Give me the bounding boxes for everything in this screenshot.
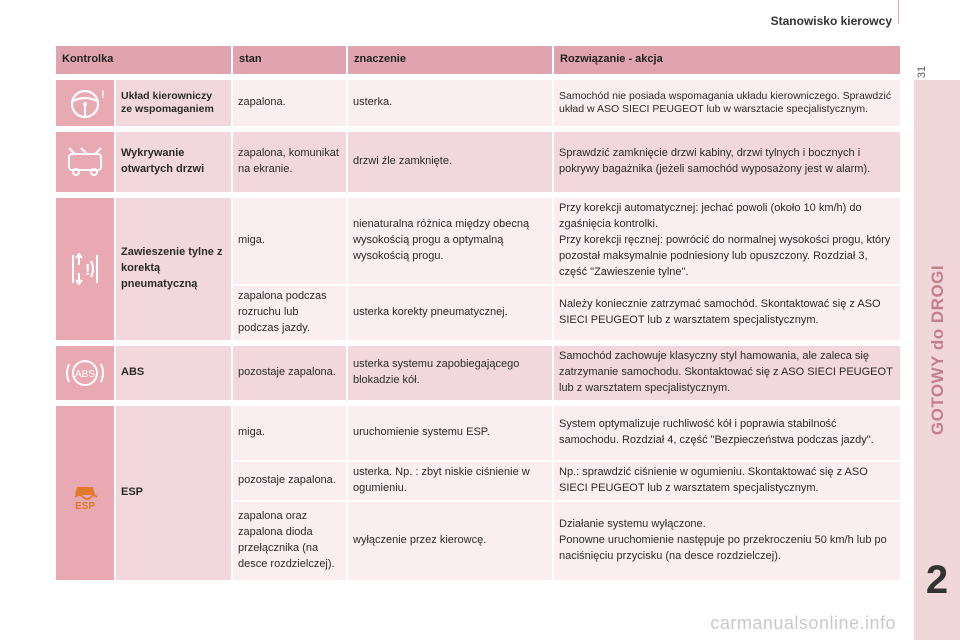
- action-esp-3: [554, 500, 902, 580]
- system-name-esp: ESP: [116, 406, 233, 580]
- door-open-icon: [56, 132, 116, 192]
- action-suspension-1: [554, 198, 902, 284]
- meaning-suspension-2: usterka korekty pneumatycznej.: [348, 284, 554, 340]
- state-steering: zapalona.: [233, 80, 348, 126]
- header-stan: stan: [233, 46, 348, 74]
- meaning-esp-3: wyłączenie przez kierowcę.: [348, 500, 554, 580]
- svg-text:!: !: [101, 89, 105, 101]
- svg-text:ABS: ABS: [74, 368, 96, 380]
- action-esp-3-restart: Ponowne uruchomienie następuje po przekroczeniu 50 km/h lub po naciśnięciu przycisku (na desce rozdzielczej).: [559, 533, 887, 562]
- svg-text:ESP: ESP: [74, 500, 96, 512]
- action-steering: Samochód nie posiada wspomagania układu kierowniczego. Sprawdzić układ w ASO SIECI PEUGEOT lub w warsztacie specjalistycznym.: [554, 80, 902, 126]
- action-doors: Sprawdzić zamknięcie drzwi kabiny, drzwi tylnych i bocznych i pokrywy bagażnika (jeżeli samochód wyposażony jest w alarm).: [554, 132, 902, 192]
- meaning-abs: usterka systemu zapobiegającego blokadzie kół.: [348, 346, 554, 400]
- header-kontrolka: Kontrolka: [56, 46, 233, 74]
- action-suspension-1-manual: Przy korekcji ręcznej: powrócić do normalnej wysokości progu, który pozostał maksymalnie podniesiony lub opuszczony. Rozdział 3, część "Zawieszenie tylne".: [559, 234, 891, 278]
- table-row-steering: [56, 80, 902, 126]
- state-suspension-2: zapalona podczas rozruchu lub podczas jazdy.: [233, 284, 348, 340]
- warning-lights-table: [56, 46, 902, 580]
- system-name-steering: Układ kierowniczy ze wspomaganiem: [116, 80, 233, 126]
- header-rule: [898, 0, 899, 24]
- action-suspension-2: Należy koniecznie zatrzymać samochód. Skontaktować się z ASO SIECI PEUGEOT lub z warsztatem specjalistycznym.: [554, 284, 902, 340]
- table-row-esp-1: [56, 406, 902, 460]
- action-abs: Samochód zachowuje klasyczny styl hamowania, ale zaleca się zatrzymanie samochodu. Skontaktować się z ASO SIECI PEUGEOT lub z warsztatem specjalistycznym.: [554, 346, 902, 400]
- table-row-doors: [56, 132, 902, 192]
- table-header-row: [56, 46, 902, 74]
- chapter-side-label: GOTOWY do DROGI: [928, 264, 947, 436]
- state-esp-2: pozostaje zapalona.: [233, 460, 348, 500]
- watermark: carmanualsonline.info: [710, 613, 896, 633]
- abs-warning-icon: [56, 346, 116, 400]
- action-suspension-1-auto: Przy korekcji automatycznej: jechać powoli (około 10 km/h) do zgaśnięcia kontrolki.: [559, 202, 862, 231]
- state-suspension-1: miga.: [233, 198, 348, 284]
- meaning-esp-2: usterka. Np. : zbyt niskie ciśnienie w ogumieniu.: [348, 460, 554, 500]
- meaning-doors: drzwi źle zamknięte.: [348, 132, 554, 192]
- svg-text:!: !: [85, 261, 91, 279]
- meaning-steering: usterka.: [348, 80, 554, 126]
- system-name-abs: ABS: [116, 346, 233, 400]
- action-esp-3-disabled: Działanie systemu wyłączone.: [559, 517, 706, 530]
- action-esp-2: Np.: sprawdzić ciśnienie w ogumieniu. Skontaktować się z ASO SIECI PEUGEOT lub z warsztatem specjalistycznym.: [554, 460, 902, 500]
- state-abs: pozostaje zapalona.: [233, 346, 348, 400]
- action-esp-1: System optymalizuje ruchliwość kół i poprawia stabilność samochodu. Rozdział 4, część "Bezpieczeństwa podczas jazdy".: [554, 406, 902, 460]
- chapter-number: 2: [925, 558, 949, 602]
- steering-warning-icon: [56, 80, 116, 126]
- page-header-title: Stanowisko kierowcy: [770, 14, 892, 28]
- state-doors: zapalona, komunikat na ekranie.: [233, 132, 348, 192]
- system-name-suspension: Zawieszenie tylne z korektą pneumatyczną: [116, 198, 233, 340]
- meaning-esp-1: uruchomienie systemu ESP.: [348, 406, 554, 460]
- suspension-warning-icon: [56, 198, 116, 340]
- header-rozwiazanie: Rozwiązanie - akcja: [554, 46, 902, 74]
- page-number: 31: [916, 65, 929, 79]
- header-znaczenie: znaczenie: [348, 46, 554, 74]
- system-name-doors: Wykrywanie otwartych drzwi: [116, 132, 233, 192]
- state-esp-3: zapalona oraz zapalona dioda przełącznika (na desce rozdzielczej).: [233, 500, 348, 580]
- meaning-suspension-1: nienaturalna różnica między obecną wysokością progu a optymalną wysokością progu.: [348, 198, 554, 284]
- table-row-suspension-1: [56, 198, 902, 284]
- table-row-abs: [56, 346, 902, 400]
- state-esp-1: miga.: [233, 406, 348, 460]
- esp-warning-icon: [56, 406, 116, 580]
